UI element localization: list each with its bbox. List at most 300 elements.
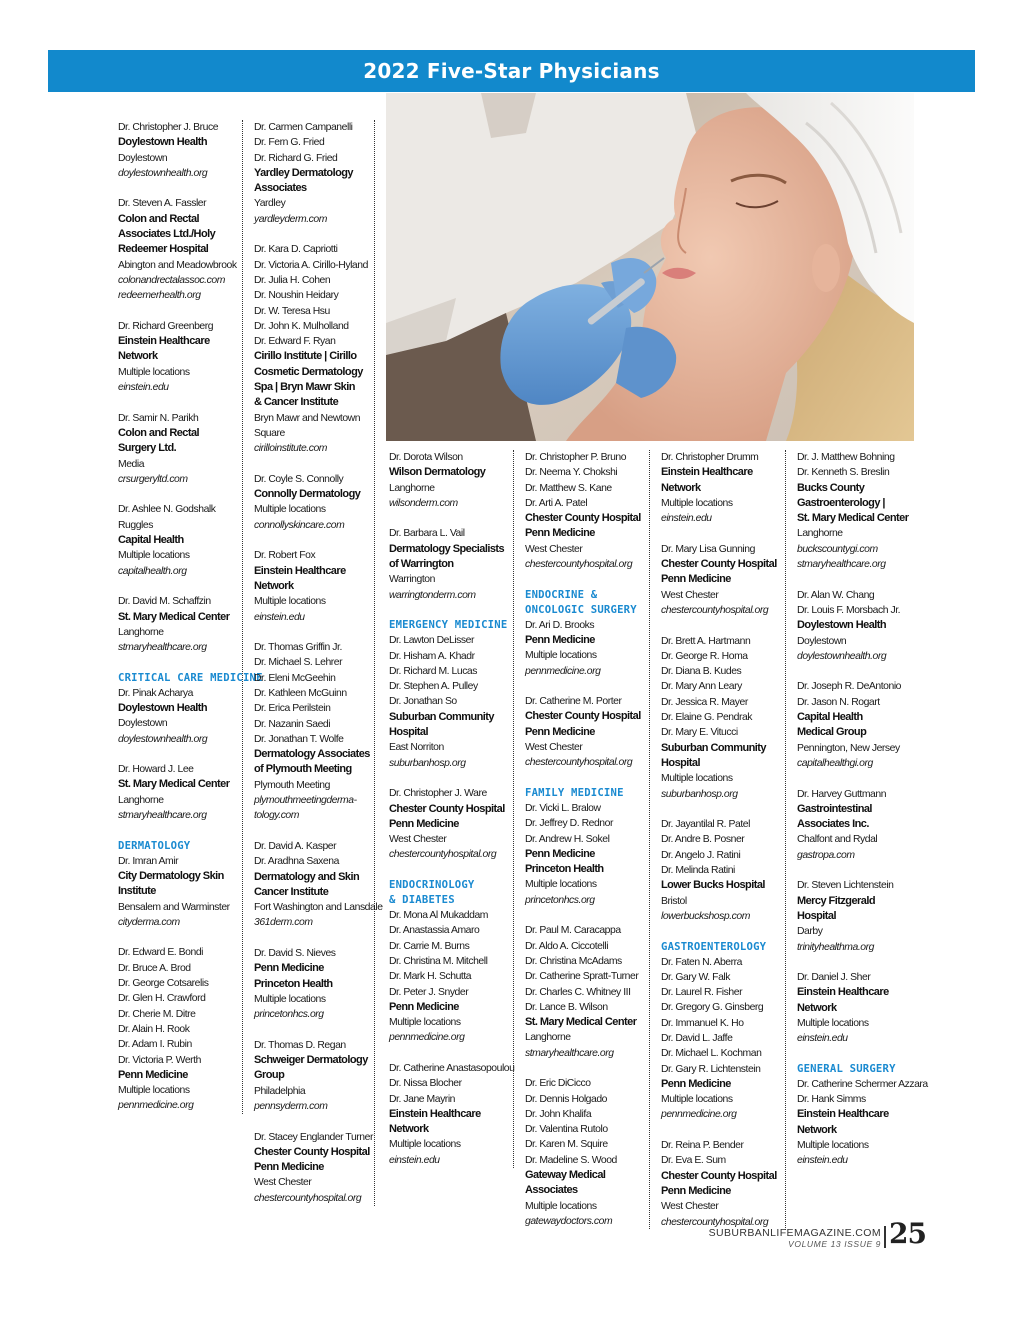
practice-name: Chester County Hospital — [661, 1169, 777, 1182]
entry-line: Dr. Kathleen McGuinn — [254, 687, 347, 699]
entry-line: Dr. Alan W. Chang — [797, 589, 875, 601]
directory-column-1 — [118, 120, 263, 1114]
entry-line: Dr. Carrie M. Burns — [389, 940, 470, 952]
entry-line: Dr. Reina P. Bender — [661, 1140, 744, 1152]
entry-line: Multiple locations — [661, 497, 733, 509]
entry-line: Multiple locations — [254, 596, 326, 608]
entry-line: Dr. Jeffrey D. Rednor — [525, 818, 613, 830]
practice-name: Hospital — [797, 909, 836, 922]
entry-line: Dr. Mona Al Mukaddam — [389, 910, 488, 922]
practice-name: Associates — [254, 182, 307, 195]
website-url: gastropa.com — [797, 849, 855, 861]
entry-line: Dr. Christopher J. Ware — [389, 788, 487, 800]
entry-line: Dr. Lance B. Wilson — [525, 1001, 608, 1013]
website-url: tology.com — [254, 810, 299, 822]
entry-line: Dr. Michael S. Lehrer — [254, 657, 343, 669]
entry-spacer — [254, 457, 374, 472]
entry-line: West Chester — [525, 543, 583, 555]
website-url: redeemerhealth.org — [118, 290, 201, 302]
entry-spacer — [118, 487, 242, 502]
entry-line: Dr. Paul M. Caracappa — [525, 925, 621, 937]
practice-name: Doylestown Health — [118, 136, 208, 149]
entry-line: Dr. Ashlee N. Godshalk — [118, 504, 216, 516]
entry-line: Dr. David S. Nieves — [254, 948, 336, 960]
entry-line: Dr. Coyle S. Connolly — [254, 473, 344, 485]
cosmetic-treatment-photo — [386, 93, 914, 441]
practice-name: Penn Medicine — [525, 527, 595, 540]
entry-spacer — [118, 655, 242, 670]
practice-name: Hospital — [661, 756, 700, 769]
entry-line: Media — [118, 458, 145, 470]
entry-line: Langhorne — [118, 626, 164, 638]
entry-line: Dr. Gary R. Lichtenstein — [661, 1063, 761, 1075]
entry-line: Dr. Richard Greenberg — [118, 320, 214, 332]
website-url: einstein.edu — [254, 611, 305, 623]
practice-name: Doylestown Health — [797, 619, 887, 632]
entry-line: Dr. Vicki L. Bralow — [525, 802, 601, 814]
entry-line: Dr. Carmen Campanelli — [254, 122, 353, 133]
entry-line: Multiple locations — [525, 650, 597, 662]
practice-name: Princeton Health — [254, 977, 333, 990]
entry-line: Dr. Thomas D. Regan — [254, 1039, 346, 1051]
entry-line: Dr. David L. Jaffe — [661, 1032, 733, 1044]
practice-name: Yardley Dermatology — [254, 166, 353, 179]
website-url: stmaryhealthcare.org — [797, 559, 886, 571]
website-url: suburbanhosp.org — [661, 788, 738, 800]
practice-name: Penn Medicine — [389, 817, 459, 830]
entry-spacer — [118, 304, 242, 319]
entry-line: Dr. Imran Amir — [118, 855, 179, 867]
entry-line: Dr. Michael L. Kochman — [661, 1048, 762, 1060]
entry-line: Dr. Ari D. Brooks — [525, 619, 595, 631]
practice-name: Penn Medicine — [254, 1161, 324, 1174]
entry-line: Dr. Faten N. Aberra — [661, 956, 742, 968]
entry-line: Dr. Mark H. Schutta — [389, 971, 472, 983]
entry-line: Dr. Barbara L. Vail — [389, 528, 465, 540]
website-url: stmaryhealthcare.org — [118, 810, 207, 822]
website-url: yardleyderm.com — [254, 213, 327, 225]
practice-name: Colon and Rectal — [118, 212, 200, 225]
website-url: pennmedicine.org — [118, 1100, 194, 1112]
practice-name: Group — [254, 1069, 285, 1082]
practice-name: Medical Group — [797, 726, 867, 739]
practice-name: Lower Bucks Hospital — [661, 879, 765, 892]
entry-line: Dr. Stephen A. Pulley — [389, 681, 478, 693]
practice-name: of Warrington — [389, 558, 454, 571]
entry-line: Pennington, New Jersey — [797, 742, 900, 754]
practice-name: Institute — [118, 885, 156, 898]
practice-name: Network — [661, 481, 701, 494]
entry-line: West Chester — [661, 1201, 719, 1213]
entry-line: Dr. Richard G. Fried — [254, 152, 338, 164]
practice-name: Chester County Hospital — [661, 558, 777, 571]
entry-line: Dr. Lawton DeLisser — [389, 635, 475, 647]
practice-name: Network — [797, 1123, 837, 1136]
entry-line: Dr. Eva E. Sum — [661, 1155, 726, 1167]
entry-line: Dr. David M. Schaffzin — [118, 596, 211, 608]
practice-name: Network — [797, 1001, 837, 1014]
website-url: einstein.edu — [797, 1155, 848, 1167]
entry-line: Dr. Jessica R. Mayer — [661, 696, 748, 708]
entry-line: Chalfont and Rydal — [797, 834, 878, 846]
website-url: princetonhcs.org — [525, 894, 595, 906]
practice-name: Surgery Ltd. — [118, 442, 177, 455]
website-url: capitalhealthgi.org — [797, 757, 873, 769]
entry-spacer — [254, 625, 374, 640]
entry-line: Multiple locations — [118, 1085, 190, 1097]
specialty-heading: CRITICAL CARE MEDICINE — [118, 671, 263, 684]
entry-line: Dr. Aldo A. Ciccotelli — [525, 940, 609, 952]
practice-name: & Cancer Institute — [254, 396, 339, 409]
entry-line: Dr. Bruce A. Brod — [118, 962, 191, 974]
entry-line: Dr. Eric DiCicco — [525, 1078, 591, 1090]
entry-line: Dr. Robert Fox — [254, 550, 316, 562]
entry-line: Multiple locations — [661, 773, 733, 785]
entry-line: Dr. Peter J. Snyder — [389, 986, 469, 998]
entry-line: Dr. Daniel J. Sher — [797, 972, 871, 984]
footer-divider — [884, 1226, 886, 1248]
entry-line: Dr. Madeline S. Wood — [525, 1154, 617, 1166]
entry-spacer — [797, 771, 925, 786]
entry-line: Dr. Glen H. Crawford — [118, 993, 206, 1005]
entry-line: Dr. Hank Simms — [797, 1094, 866, 1106]
entry-line: Dr. Matthew S. Kane — [525, 482, 612, 494]
website-url: warringtonderm.com — [389, 589, 476, 601]
entry-spacer — [797, 863, 925, 878]
volume-issue: VOLUME 13 ISSUE 9 — [788, 1239, 881, 1249]
website-url: gatewaydoctors.com — [525, 1215, 613, 1227]
entry-spacer — [525, 679, 649, 694]
practice-name: Chester County Hospital — [525, 710, 641, 723]
practice-name: Connolly Dermatology — [254, 488, 361, 501]
entry-line: Multiple locations — [661, 1094, 733, 1106]
entry-spacer — [118, 930, 242, 945]
website-url: lowerbuckshosp.com — [661, 910, 750, 922]
entry-line: Dr. Diana B. Kudes — [661, 666, 742, 678]
entry-line: Dr. Jason N. Rogart — [797, 696, 880, 708]
website-url: trinityhealthma.org — [797, 941, 874, 953]
practice-name: St. Mary Medical Center — [525, 1016, 637, 1029]
practice-name: Associates Ltd./Holy — [118, 228, 216, 241]
entry-line: Dr. Valentina Rutolo — [525, 1124, 608, 1136]
entry-line: Darby — [797, 926, 823, 938]
directory-column-5 — [661, 450, 786, 1230]
entry-line: Dr. John Khalifa — [525, 1108, 592, 1120]
entry-line: Dr. Christopher P. Bruno — [525, 452, 627, 463]
website-url: chestercountyhospital.org — [661, 1216, 769, 1228]
directory-column-2 — [254, 120, 383, 1206]
entry-spacer — [525, 771, 649, 786]
entry-line: Dr. Thomas Griffin Jr. — [254, 642, 342, 654]
entry-line: Dr. Mary E. Vitucci — [661, 727, 738, 739]
website-url: pennmedicine.org — [661, 1109, 737, 1121]
entry-line: Multiple locations — [389, 1139, 461, 1151]
entry-line: Square — [254, 427, 285, 439]
entry-line: Dr. Aradhna Saxena — [254, 856, 339, 868]
entry-spacer — [118, 823, 242, 838]
practice-name: Einstein Healthcare — [797, 986, 889, 999]
entry-spacer — [661, 924, 785, 939]
entry-line: Dr. Richard M. Lucas — [389, 665, 478, 677]
entry-line: Dr. Brett A. Hartmann — [661, 635, 751, 647]
website-url: chestercountyhospital.org — [661, 604, 769, 616]
entry-line: Dr. George Cotsarelis — [118, 978, 209, 990]
website-url: cirilloinstitute.com — [254, 443, 327, 455]
entry-line: Dr. Dorota Wilson — [389, 452, 463, 463]
website-url: pennmedicine.org — [525, 665, 601, 677]
entry-line: Dr. Joseph R. DeAntonio — [797, 681, 902, 693]
entry-line: Yardley — [254, 198, 286, 210]
entry-line: Doylestown — [118, 718, 168, 730]
entry-line: Multiple locations — [525, 879, 597, 891]
entry-line: Dr. Anastassia Amaro — [389, 925, 480, 937]
entry-spacer — [254, 824, 374, 839]
section-banner — [48, 50, 975, 92]
entry-line: Dr. Cherie M. Ditre — [118, 1008, 196, 1020]
practice-name: Penn Medicine — [525, 633, 595, 646]
entry-spacer — [389, 863, 513, 878]
entry-line: Multiple locations — [797, 1017, 869, 1029]
practice-name: Gastroenterology | — [797, 496, 885, 509]
practice-name: Penn Medicine — [389, 1000, 459, 1013]
practice-name: Penn Medicine — [525, 725, 595, 738]
entry-line: Langhorne — [118, 794, 164, 806]
practice-name: St. Mary Medical Center — [118, 610, 230, 623]
website-url: einstein.edu — [797, 1033, 848, 1045]
entry-spacer — [797, 572, 925, 587]
practice-name: Dermatology Associates — [254, 748, 370, 761]
entry-line: Dr. Steven Lichtenstein — [797, 880, 894, 892]
specialty-heading: GENERAL SURGERY — [797, 1062, 896, 1075]
entry-line: Dr. Adam I. Rubin — [118, 1039, 192, 1051]
entry-spacer — [525, 1061, 649, 1076]
entry-line: Dr. Angelo J. Ratini — [661, 849, 741, 861]
practice-name: Gateway Medical — [525, 1169, 606, 1182]
entry-line: Dr. Charles C. Whitney III — [525, 986, 631, 998]
specialty-heading: EMERGENCY MEDICINE — [389, 619, 508, 632]
specialty-heading: & DIABETES — [389, 894, 455, 907]
entry-spacer — [661, 618, 785, 633]
directory-column-6 — [797, 450, 928, 1169]
specialty-heading: ENDOCRINOLOGY — [389, 879, 475, 892]
practice-name: Associates Inc. — [797, 818, 869, 831]
practice-name: Einstein Healthcare — [661, 466, 753, 479]
entry-line: Warrington — [389, 574, 435, 586]
entry-line: Langhorne — [389, 482, 435, 494]
entry-line: Fort Washington and Lansdale — [254, 902, 383, 914]
entry-line: Multiple locations — [254, 504, 326, 516]
website-url: pennmedicine.org — [389, 1032, 465, 1044]
practice-name: Hospital — [389, 726, 428, 739]
entry-spacer — [661, 1123, 785, 1138]
practice-name: Colon and Rectal — [118, 426, 200, 439]
entry-line: Dr. Andrew H. Sokel — [525, 833, 610, 845]
entry-spacer — [525, 908, 649, 923]
practice-name: Doylestown Health — [118, 701, 208, 714]
entry-line: Dr. Hisham A. Khadr — [389, 650, 475, 662]
entry-line: Dr. Christopher Drumm — [661, 452, 759, 463]
entry-spacer — [389, 511, 513, 526]
practice-name: Network — [254, 579, 294, 592]
practice-name: Redeemer Hospital — [118, 243, 209, 256]
website-url: connollyskincare.com — [254, 519, 345, 531]
entry-line: Dr. Nissa Blocher — [389, 1078, 462, 1090]
entry-line: Dr. Jonathan T. Wolfe — [254, 733, 344, 745]
website-url: crsurgeryltd.com — [118, 473, 188, 485]
entry-spacer — [797, 1047, 925, 1062]
practice-name: Suburban Community — [389, 710, 494, 723]
website-url: chestercountyhospital.org — [254, 1192, 362, 1204]
specialty-heading: FAMILY MEDICINE — [525, 786, 624, 799]
entry-line: Dr. Victoria P. Werth — [118, 1054, 201, 1066]
practice-name: Einstein Healthcare — [389, 1107, 481, 1120]
entry-line: Langhorne — [797, 528, 843, 540]
practice-name: Penn Medicine — [661, 573, 731, 586]
entry-spacer — [118, 579, 242, 594]
entry-line: Dr. Laurel R. Fisher — [661, 987, 743, 999]
entry-line: Dr. Immanuel K. Ho — [661, 1017, 744, 1029]
entry-line: Dr. Kenneth S. Breslin — [797, 467, 890, 479]
entry-line: Multiple locations — [118, 550, 190, 562]
specialty-heading: ENDOCRINE & — [525, 588, 598, 601]
entry-spacer — [254, 1114, 374, 1129]
website-url: doylestownhealth.org — [797, 650, 887, 662]
practice-name: Penn Medicine — [254, 962, 324, 975]
practice-name: Penn Medicine — [525, 847, 595, 860]
entry-line: Dr. Julia H. Cohen — [254, 274, 331, 286]
practice-name: St. Mary Medical Center — [118, 778, 230, 791]
practice-name: Penn Medicine — [661, 1184, 731, 1197]
practice-name: Gastrointestinal — [797, 802, 872, 815]
entry-spacer — [254, 533, 374, 548]
entry-line: Dr. Kara D. Capriotti — [254, 244, 338, 256]
entry-line: Dr. Andre B. Posner — [661, 834, 745, 846]
entry-spacer — [797, 664, 925, 679]
entry-line: Dr. Neema Y. Chokshi — [525, 467, 618, 479]
practice-name: Dermatology Specialists — [389, 542, 505, 555]
entry-line: Doylestown — [797, 635, 847, 647]
entry-spacer — [118, 181, 242, 196]
practice-name: Spa | Bryn Mawr Skin — [254, 381, 355, 394]
entry-spacer — [525, 572, 649, 587]
entry-line: Dr. Jayantilal R. Patel — [661, 819, 750, 831]
entry-line: Multiple locations — [254, 993, 326, 1005]
practice-name: City Dermatology Skin — [118, 869, 224, 882]
page-number: 25 — [889, 1217, 926, 1250]
website-url: cityderma.com — [118, 916, 180, 928]
entry-line: Dr. Edward F. Ryan — [254, 336, 336, 348]
website-url: chestercountyhospital.org — [525, 559, 633, 571]
entry-spacer — [254, 931, 374, 946]
practice-name: Chester County Hospital — [254, 1145, 370, 1158]
practice-name: Cancer Institute — [254, 885, 329, 898]
directory-column-4 — [525, 450, 650, 1229]
website-url: capitalhealth.org — [118, 565, 187, 577]
entry-spacer — [661, 526, 785, 541]
website-url: doylestownhealth.org — [118, 167, 208, 179]
entry-spacer — [389, 603, 513, 618]
entry-line: Multiple locations — [797, 1140, 869, 1152]
practice-name: of Plymouth Meeting — [254, 763, 352, 776]
entry-spacer — [389, 1046, 513, 1061]
practice-name: Bucks County — [797, 481, 865, 494]
entry-line: West Chester — [254, 1177, 312, 1189]
practice-name: Network — [389, 1123, 429, 1136]
entry-line: Dr. Christina M. Mitchell — [389, 955, 488, 967]
website-url: 361derm.com — [254, 917, 313, 929]
entry-line: Dr. Jonathan So — [389, 696, 457, 708]
practice-name: Network — [118, 350, 158, 363]
website-url: suburbanhosp.org — [389, 757, 466, 769]
website-url: doylestownhealth.org — [118, 733, 208, 745]
entry-line: Multiple locations — [389, 1017, 461, 1029]
practice-name: Cirillo Institute | Cirillo — [254, 350, 357, 363]
entry-line: Dr. W. Teresa Hsu — [254, 305, 330, 317]
website-url: wilsonderm.com — [389, 497, 458, 509]
practice-name: Einstein Healthcare — [797, 1108, 889, 1121]
entry-line: Doylestown — [118, 152, 168, 164]
entry-line: Dr. Elaine G. Pendrak — [661, 712, 753, 724]
entry-line: Dr. Edward E. Bondi — [118, 947, 204, 959]
website-url: stmaryhealthcare.org — [525, 1047, 614, 1059]
entry-line: West Chester — [525, 742, 583, 754]
entry-line: Dr. Melinda Ratini — [661, 865, 735, 877]
entry-line: Dr. Mary Lisa Gunning — [661, 543, 755, 555]
practice-name: Suburban Community — [661, 741, 766, 754]
entry-line: Dr. Howard J. Lee — [118, 764, 194, 776]
specialty-heading: DERMATOLOGY — [118, 839, 191, 852]
website-url: stmaryhealthcare.org — [118, 642, 207, 654]
entry-line: Multiple locations — [118, 366, 190, 378]
practice-name: Associates — [525, 1184, 578, 1197]
practice-name: Penn Medicine — [661, 1077, 731, 1090]
website-url: einstein.edu — [118, 382, 169, 394]
entry-line: Dr. Erica Perilstein — [254, 703, 331, 715]
feature-photo — [386, 93, 914, 441]
entry-line: Dr. Noushin Heidary — [254, 290, 339, 302]
practice-name: Dermatology and Skin — [254, 870, 360, 883]
website-url: chestercountyhospital.org — [525, 757, 633, 769]
entry-line: Dr. Fern G. Fried — [254, 137, 325, 149]
practice-name: Chester County Hospital — [389, 802, 505, 815]
entry-line: Dr. John K. Mulholland — [254, 320, 349, 332]
entry-line: Multiple locations — [525, 1200, 597, 1212]
website-url: princetonhcs.org — [254, 1009, 324, 1021]
entry-line: Dr. Nazanin Saedi — [254, 718, 331, 730]
website-url: plymouthmeetingderma- — [254, 795, 357, 807]
entry-line: Dr. Pinak Acharya — [118, 687, 193, 699]
entry-line: Langhorne — [525, 1032, 571, 1044]
entry-line: Dr. Gary W. Falk — [661, 971, 731, 983]
entry-line: Dr. Jane Mayrin — [389, 1093, 456, 1105]
practice-name: Penn Medicine — [118, 1068, 188, 1081]
entry-line: Dr. Harvey Guttmann — [797, 788, 887, 800]
entry-line: Philadelphia — [254, 1085, 306, 1097]
entry-spacer — [118, 747, 242, 762]
entry-line: Dr. Dennis Holgado — [525, 1093, 608, 1105]
entry-spacer — [118, 395, 242, 410]
entry-spacer — [254, 1023, 374, 1038]
entry-line: Bristol — [661, 895, 687, 907]
website-url: buckscountygi.com — [797, 543, 878, 555]
entry-line: West Chester — [389, 834, 447, 846]
entry-line: Dr. Arti A. Patel — [525, 497, 588, 509]
entry-line: Dr. J. Matthew Bohning — [797, 452, 895, 463]
practice-name: Schweiger Dermatology — [254, 1054, 368, 1067]
practice-name: Princeton Health — [525, 863, 604, 876]
entry-line: Dr. Alain H. Rook — [118, 1023, 190, 1035]
banner-title: 2022 Five-Star Physicians — [363, 59, 660, 83]
